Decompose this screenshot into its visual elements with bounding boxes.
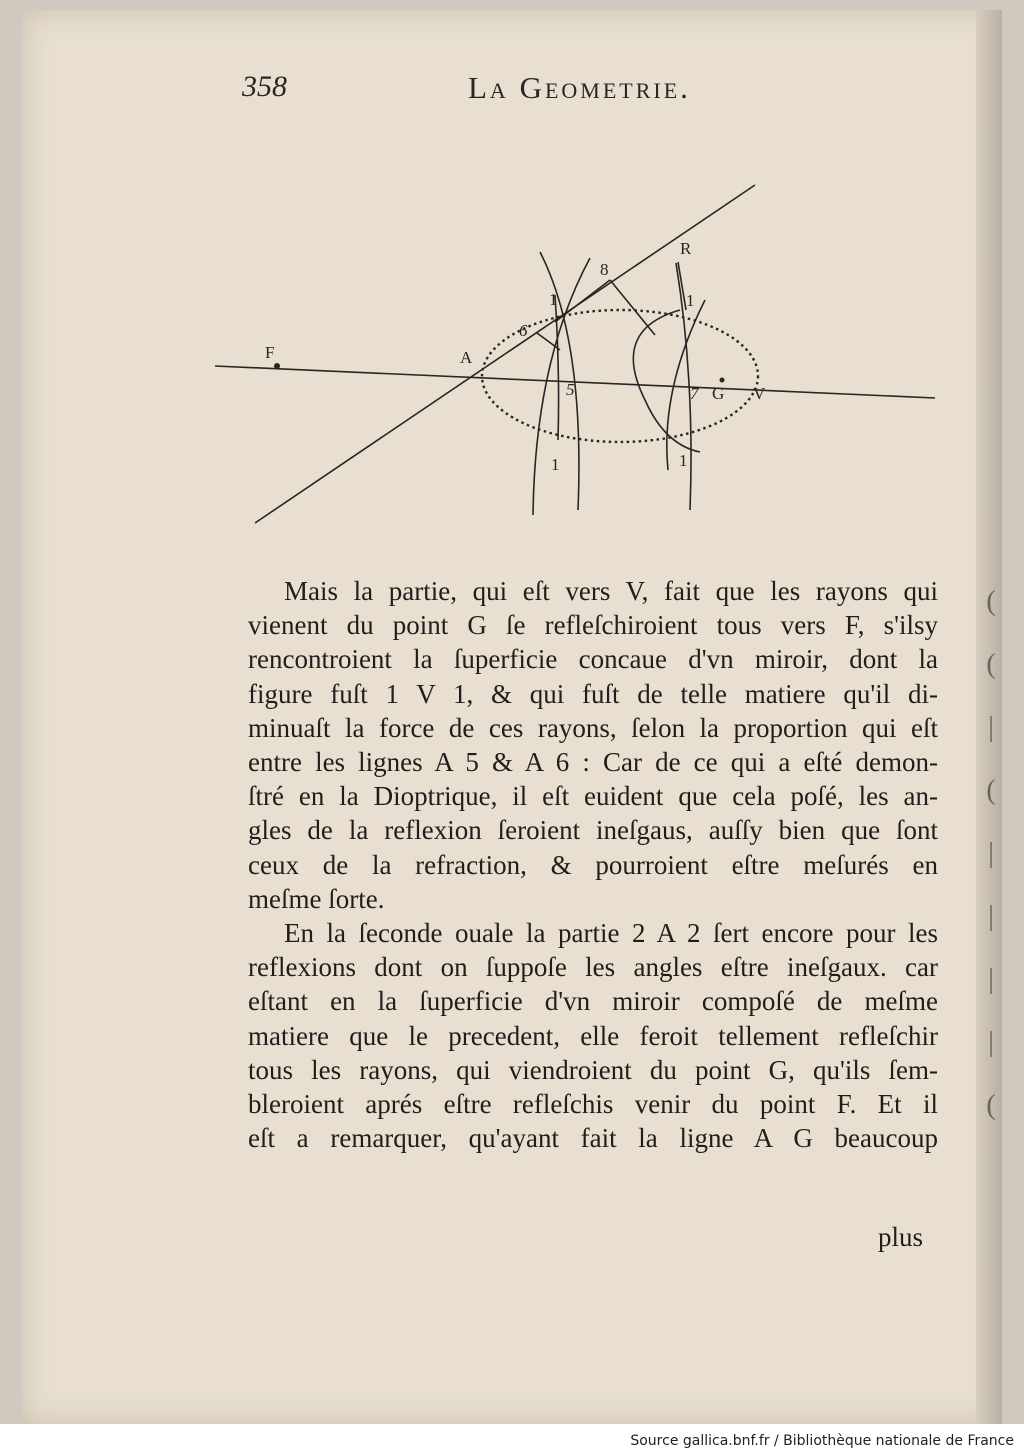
left-arc-b <box>533 258 590 515</box>
label-1-bottom-left: 1 <box>551 455 560 474</box>
source-credit: Source gallica.bnf.fr / Bibliothèque nationale de France <box>630 1433 1014 1449</box>
label-8: 8 <box>600 260 609 279</box>
text-line: ſtré en la Dioptrique, il eſt euident que cela poſé, les an- <box>248 781 938 812</box>
right-arc-b <box>667 300 705 470</box>
source-footer <box>0 1424 1024 1454</box>
body-text <box>248 574 938 1155</box>
facing-page-edge-marks: ( ( | ( | | | | ( <box>986 586 996 1121</box>
text-line: figure fuſt 1 V 1, & qui fuſt de telle matiere qu'il di- <box>248 678 938 709</box>
text-line: eſtant en la ſuperficie d'vn miroir compoſé de meſme <box>248 986 938 1017</box>
text-line: Mais la partie, qui eſt vers V, fait que les rayons qui <box>284 576 938 606</box>
text-line: En la ſeconde ouale la partie 2 A 2 ſert encore pour les <box>284 918 938 949</box>
label-a: A <box>460 348 473 367</box>
label-6: 6 <box>519 321 528 340</box>
text-line: reflexions dont on ſuppoſe les angles eſtre ineſgaux. car <box>248 952 938 983</box>
text-line: entre les lignes A 5 & A 6 : Car de ce qui a eſté demon- <box>248 747 938 778</box>
label-1-top-right: 1 <box>686 291 695 310</box>
diagonal-line <box>255 185 755 523</box>
label-7: 7 <box>690 384 699 403</box>
text-line: vienent du point G ſe refleſchiroient tous vers F, s'ilsy <box>248 610 938 641</box>
text-line: tous les rayons, qui viendroient du point G, qu'ils ſem- <box>248 1054 938 1085</box>
catchword: plus <box>878 1222 924 1252</box>
text-line: matiere que le precedent, elle feroit tellement refleſchir <box>248 1020 938 1051</box>
label-r: R <box>680 239 692 258</box>
line-8-right <box>610 280 655 335</box>
text-line: minuaſt la force de ces rayons, ſelon la proportion qui eſt <box>248 712 938 743</box>
text-line: gles de la reflexion ſeroient ineſgaus, auſſy bien que ſont <box>248 815 938 846</box>
label-1-top-left: 1 <box>549 290 558 309</box>
text-line: ceux de la refraction, & pourroient eſtre meſurés en <box>248 849 938 880</box>
label-5: 5 <box>566 380 575 399</box>
oval-diagram <box>0 0 1024 560</box>
label-1-bottom-right: 1 <box>679 451 688 470</box>
running-head: La Geometrie. <box>468 70 691 105</box>
label-g: G <box>712 384 725 403</box>
text-line: eſt a remarquer, qu'ayant fait la ligne A G beaucoup <box>248 1123 938 1154</box>
point-f <box>274 363 280 369</box>
text-line: meſme ſorte. <box>248 883 385 914</box>
page-number: 358 <box>242 70 287 103</box>
text-line: rencontroient la ſuperficie concaue d'vn miroir, dont la <box>248 644 938 675</box>
label-v: V <box>753 384 766 403</box>
label-f: F <box>265 343 275 362</box>
text-line: bleroient aprés eſtre refleſchis venir du point F. Et il <box>248 1089 938 1120</box>
line-8-left <box>555 280 610 322</box>
point-g <box>720 378 725 383</box>
